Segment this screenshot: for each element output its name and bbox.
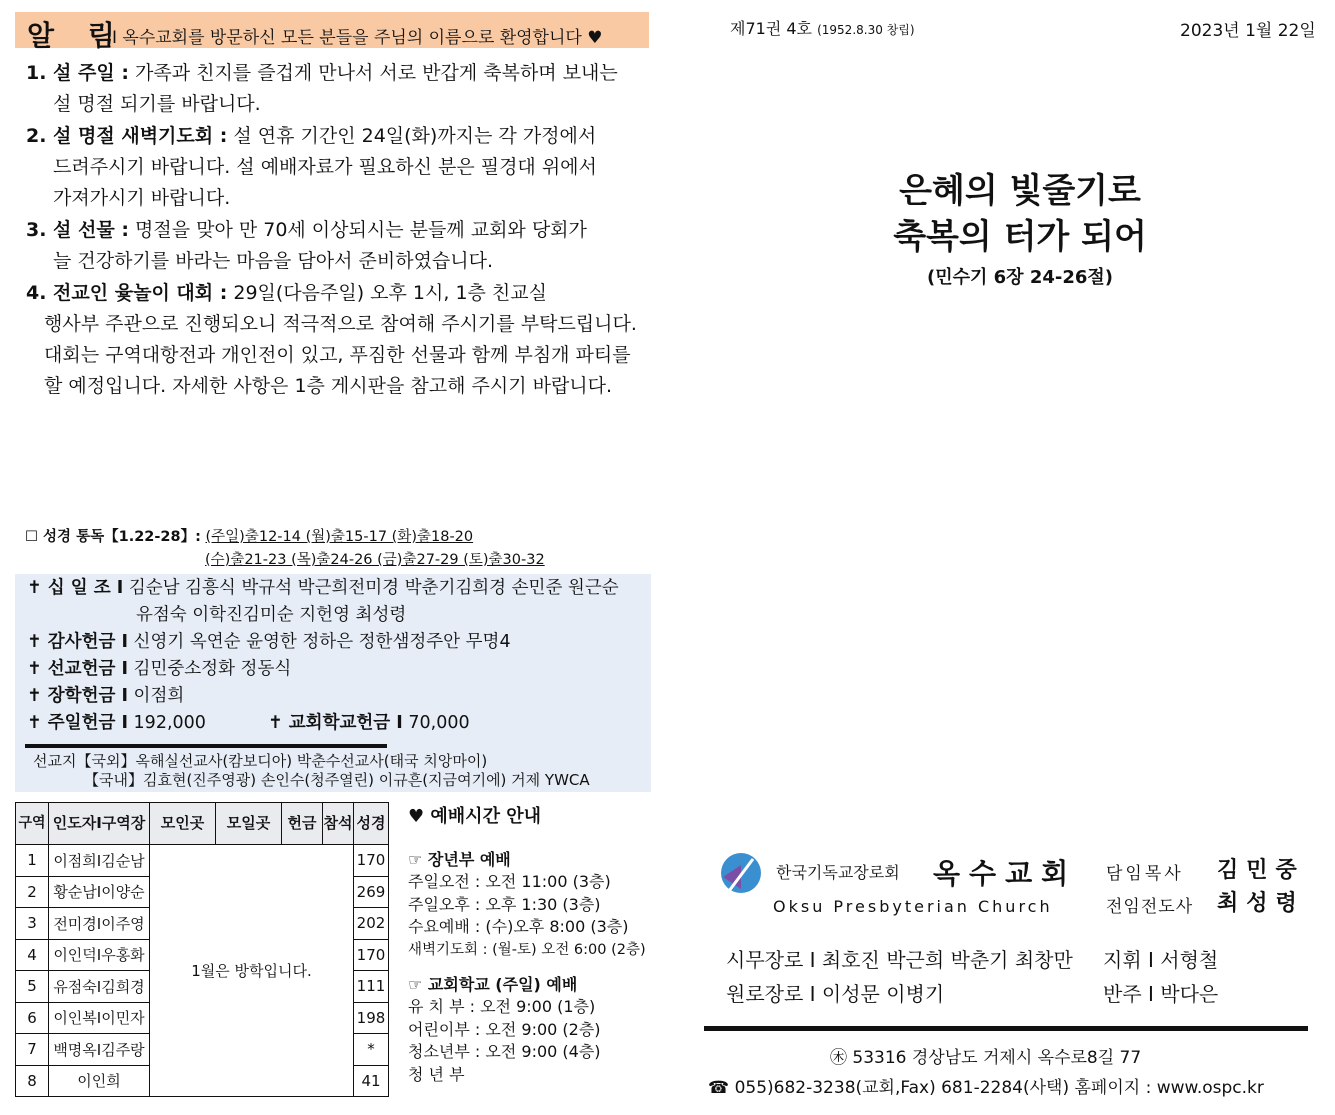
mission-offering: ✝ 선교헌금 I 김민중소정화 정동식 <box>27 659 292 679</box>
table-header-row <box>16 803 389 845</box>
bible-reading: ☐ 성경 통독【1.22-28】: (주일)출12-14 (월)출15-17 (화)출18-20 (수)출21-23 (목)출24-26 (금)출27-29 (토)출30-32 <box>25 529 545 568</box>
church-contact: ☎ 055)682-3238(교회,Fax) 681-2284(사택) 홈페이지 : www.ospc.kr <box>708 1078 1264 1098</box>
sermon-title-line1: 은혜의 빛줄기로 <box>899 171 1141 211</box>
table-row: 2 황순남I이양순 269 <box>16 876 389 908</box>
table-row: 7 백명옥I김주랑 * <box>16 1034 389 1066</box>
table-row: 3 전미경I이주영 202 <box>16 908 389 940</box>
sermon-reference: (민수기 6장 24-26절) <box>926 267 1114 288</box>
table-row: 4 이인덕I우홍화 170 <box>16 939 389 971</box>
col-leader: 인도자I구역장 <box>49 803 150 845</box>
worship-times: ♥ 예배시간 안내 ☞ 장년부 예배 주일오전 : 오전 11:00 (3층) 주일오후 : 오후 1:30 (3층) 수요예배 : (수)오후 8:00 (3층) 새벽기도회 : (월-토) 오전 6:00 (2층) ☞ 교회학교 (주일) 예배 유 치 부 : 오전 9:00 (1층) 어린이부 : 오전 9:00 (2층) 청소년부 : 오전 9:00 (4층) 청 년 부 <box>408 806 648 1087</box>
worship-title: ♥ 예배시간 안내 <box>408 806 541 827</box>
conductor: 지휘 I 서형철 <box>1103 948 1219 972</box>
school-worship-heading: ☞ 교회학교 (주일) 예배 <box>408 974 578 994</box>
notice-item-2: 2. 설 명절 새벽기도회 : 설 연휴 기간인 24일(화)까지는 각 가정에서 드려주시기 바랍니다. 설 예배자료가 필요하신 분은 필경대 위에서 가져가시기 바랍니다. <box>26 125 597 209</box>
bulletin-date: 2023년 1월 22일 <box>1180 21 1316 41</box>
col-zone: 구역 <box>16 803 49 845</box>
notice-item-4: 4. 전교인 윷놀이 대회 : 29일(다음주일) 오후 1시, 1층 친교실 행사부 주관으로 진행되오니 적극적으로 참여해 주시기를 부탁드립니다. 대회는 구역대항전과 개인전이 있고, 푸짐한 선물과 함께 부침개 파티를 할 예정입니다. 자세한 사항은 1층 게시판을 참고해 주시기 바랍니다. <box>26 282 637 397</box>
col-bible: 성경 <box>354 803 389 845</box>
church-english-name: Oksu Presbyterian Church <box>773 897 1053 916</box>
notice-title: 알 림 <box>27 19 127 52</box>
active-elders: 시무장로 I 최호진 박근희 박춘기 최창만 <box>726 948 1073 972</box>
adult-worship-heading: ☞ 장년부 예배 <box>408 849 511 869</box>
sermon-title-block <box>700 168 1335 289</box>
retired-elders: 원로장로 I 이성문 이병기 <box>726 982 945 1006</box>
pastor-name: 김민중 <box>1217 858 1305 883</box>
evangelist-role: 전임전도사 <box>1106 897 1194 917</box>
accompanist: 반주 I 박다은 <box>1103 982 1219 1006</box>
offering-divider <box>25 744 387 748</box>
table-row: 6 이인복I이민자 198 <box>16 1002 389 1034</box>
missionaries-overseas: 선교지【국외】옥해실선교사(캄보디아) 박춘수선교사(태국 치앙마이) <box>33 752 488 770</box>
evangelist-name: 최성령 <box>1217 891 1305 916</box>
school-offering: ✝ 교회학교헌금 I 70,000 <box>268 713 470 733</box>
table-row: 5 유점숙I김희경 111 <box>16 971 389 1003</box>
church-address: ㊍ 53316 경상남도 거제시 옥수로8길 77 <box>830 1048 1142 1068</box>
sunday-offering: ✝ 주일헌금 I 192,000 <box>27 713 206 733</box>
thanks-offering: ✝ 감사헌금 I 신영기 옥연순 윤영한 정하은 정한샘정주안 무명4 <box>27 632 511 652</box>
notice-item-3: 3. 설 선물 : 명절을 맞아 만 70세 이상되시는 분들께 교회와 당회가 늘 건강하기를 바라는 마음을 담아서 준비하였습니다. <box>26 219 587 272</box>
col-next-place: 모일곳 <box>216 803 282 845</box>
notice-welcome: I 옥수교회를 방문하신 모든 분들을 주님의 이름으로 환영합니다 ♥ <box>112 28 603 48</box>
table-row: 1 이점희I김순남 1월은 방학입니다. 170 <box>16 845 389 877</box>
vacation-note: 1월은 방학입니다. <box>150 845 354 1097</box>
zone-table <box>15 802 389 1097</box>
footer-divider <box>704 1026 1308 1031</box>
tithe-offering: ✝ 십 일 조 I 김순남 김흥식 박규석 박근희전미경 박춘기김희경 손민준 원근순 유점숙 이학진김미순 지헌영 최성령 <box>27 578 619 625</box>
col-attendance: 참석 <box>323 803 354 845</box>
issue-number: 제71권 4호 (1952.8.30 창립) <box>730 19 915 38</box>
pastor-role: 담임목사 <box>1106 864 1184 884</box>
church-logo-icon <box>719 851 763 895</box>
notice-item-1: 1. 설 주일 : 가족과 친지를 즐겁게 만나서 서로 반갑게 축복하며 보내는 설 명절 되기를 바랍니다. <box>26 62 618 115</box>
col-met-place: 모인곳 <box>150 803 216 845</box>
missionaries-domestic: 【국내】김효현(진주영광) 손인수(청주열린) 이규흔(지금여기에) 거제 YWCA <box>84 771 590 789</box>
church-name: 옥수교회 <box>933 857 1078 890</box>
denomination: 한국기독교장로회 <box>776 863 900 882</box>
col-offering: 헌금 <box>282 803 323 845</box>
scholarship-offering: ✝ 장학헌금 I 이점희 <box>27 686 185 706</box>
sermon-title-line2: 축복의 터가 되어 <box>893 217 1147 257</box>
table-row: 8 이인희 41 <box>16 1065 389 1097</box>
